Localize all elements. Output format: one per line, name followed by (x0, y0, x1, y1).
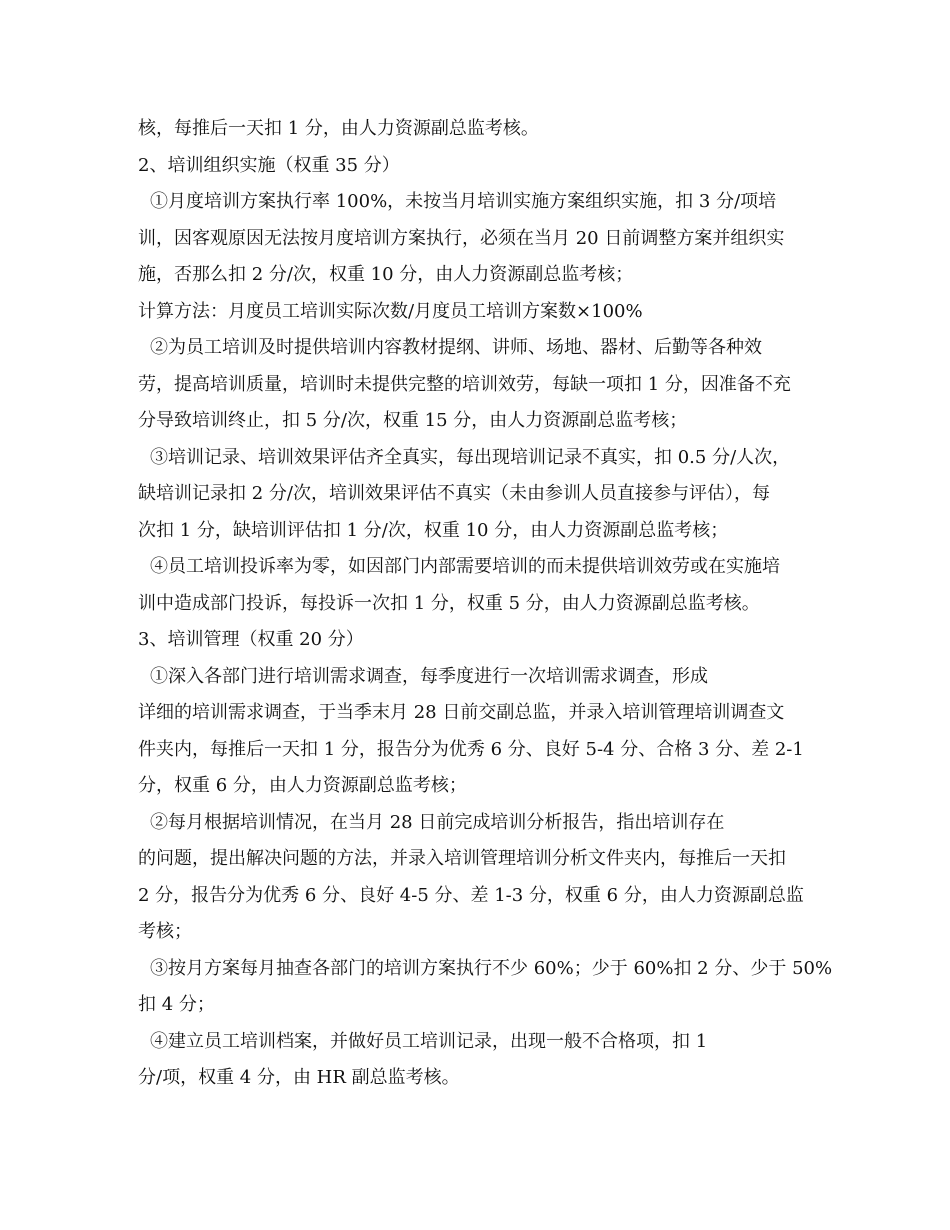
text-line: ①月度培训方案执行率 100%，未按当月培训实施方案组织实施，扣 3 分/项培 (150, 191, 777, 212)
document-page (138, 111, 833, 1097)
text-line: ①深入各部门进行培训需求调查，每季度进行一次培训需求调查，形成 (150, 665, 708, 687)
text-line: ④建立员工培训档案，并做好员工培训记录，出现一般不合格项，扣 1 (150, 1030, 708, 1052)
text-line: 扣 4 分； (138, 994, 215, 1015)
text-line: 分导致培训终止，扣 5 分/次，权重 15 分，由人力资源副总监考核； (138, 410, 688, 431)
text-line: ②为员工培训及时提供培训内容教材提纲、讲师、场地、器材、后勤等各种效 (150, 337, 762, 358)
text-line: 考核； (138, 921, 192, 942)
text-line: 件夹内，每推后一天扣 1 分，报告分为优秀 6 分、良好 5-4 分、合格 3 分、差 2-1 (138, 738, 804, 760)
text-line: 2 分，报告分为优秀 6 分、良好 4-5 分、差 1-3 分，权重 6 分，由人力资源副总监 (138, 884, 804, 906)
text-line: ②每月根据培训情况，在当月 28 日前完成培训分析报告，指出培训存在 (150, 811, 725, 833)
text-line: 2、培训组织实施（权重 35 分） (138, 154, 400, 176)
text-line: 详细的培训需求调查，于当季末月 28 日前交副总监，并录入培训管理培训调查文 (138, 702, 785, 723)
text-line: 缺培训记录扣 2 分/次，培训效果评估不真实（未由参训人员直接参与评估），每 (138, 483, 770, 504)
text-line: 劳，提高培训质量，培训时未提供完整的培训效劳，每缺一项扣 1 分，因准备不充 (138, 373, 791, 395)
text-line: 计算方法：月度员工培训实际次数/月度员工培训方案数×100% (138, 300, 643, 322)
text-line: 训中造成部门投诉，每投诉一次扣 1 分，权重 5 分，由人力资源副总监考核。 (138, 592, 760, 614)
text-line: 次扣 1 分，缺培训评估扣 1 分/次，权重 10 分，由人力资源副总监考核； (138, 519, 729, 541)
text-line: ③培训记录、培训效果评估齐全真实，每出现培训记录不真实，扣 0.5 分/人次， (150, 446, 791, 468)
text-line: 核，每推后一天扣 1 分，由人力资源副总监考核。 (138, 118, 539, 139)
text-line: ③按月方案每月抽查各部门的培训方案执行不少 60%；少于 60%扣 2 分、少于 50% (150, 957, 833, 979)
text-line: 施，否那么扣 2 分/次，权重 10 分，由人力资源副总监考核； (138, 264, 634, 285)
text-line: 分/项，权重 4 分，由 HR 副总监考核。 (138, 1067, 460, 1088)
text-line: 的问题，提出解决问题的方法，并录入培训管理培训分析文件夹内，每推后一天扣 (138, 848, 786, 869)
text-line: ④员工培训投诉率为零，如因部门内部需要培训的而未提供培训效劳或在实施培 (150, 556, 780, 577)
text-line: 3、培训管理（权重 20 分） (138, 629, 364, 650)
text-line: 分，权重 6 分，由人力资源副总监考核； (138, 775, 467, 796)
text-line: 训，因客观原因无法按月度培训方案执行，必须在当月 20 日前调整方案并组织实 (138, 227, 785, 249)
